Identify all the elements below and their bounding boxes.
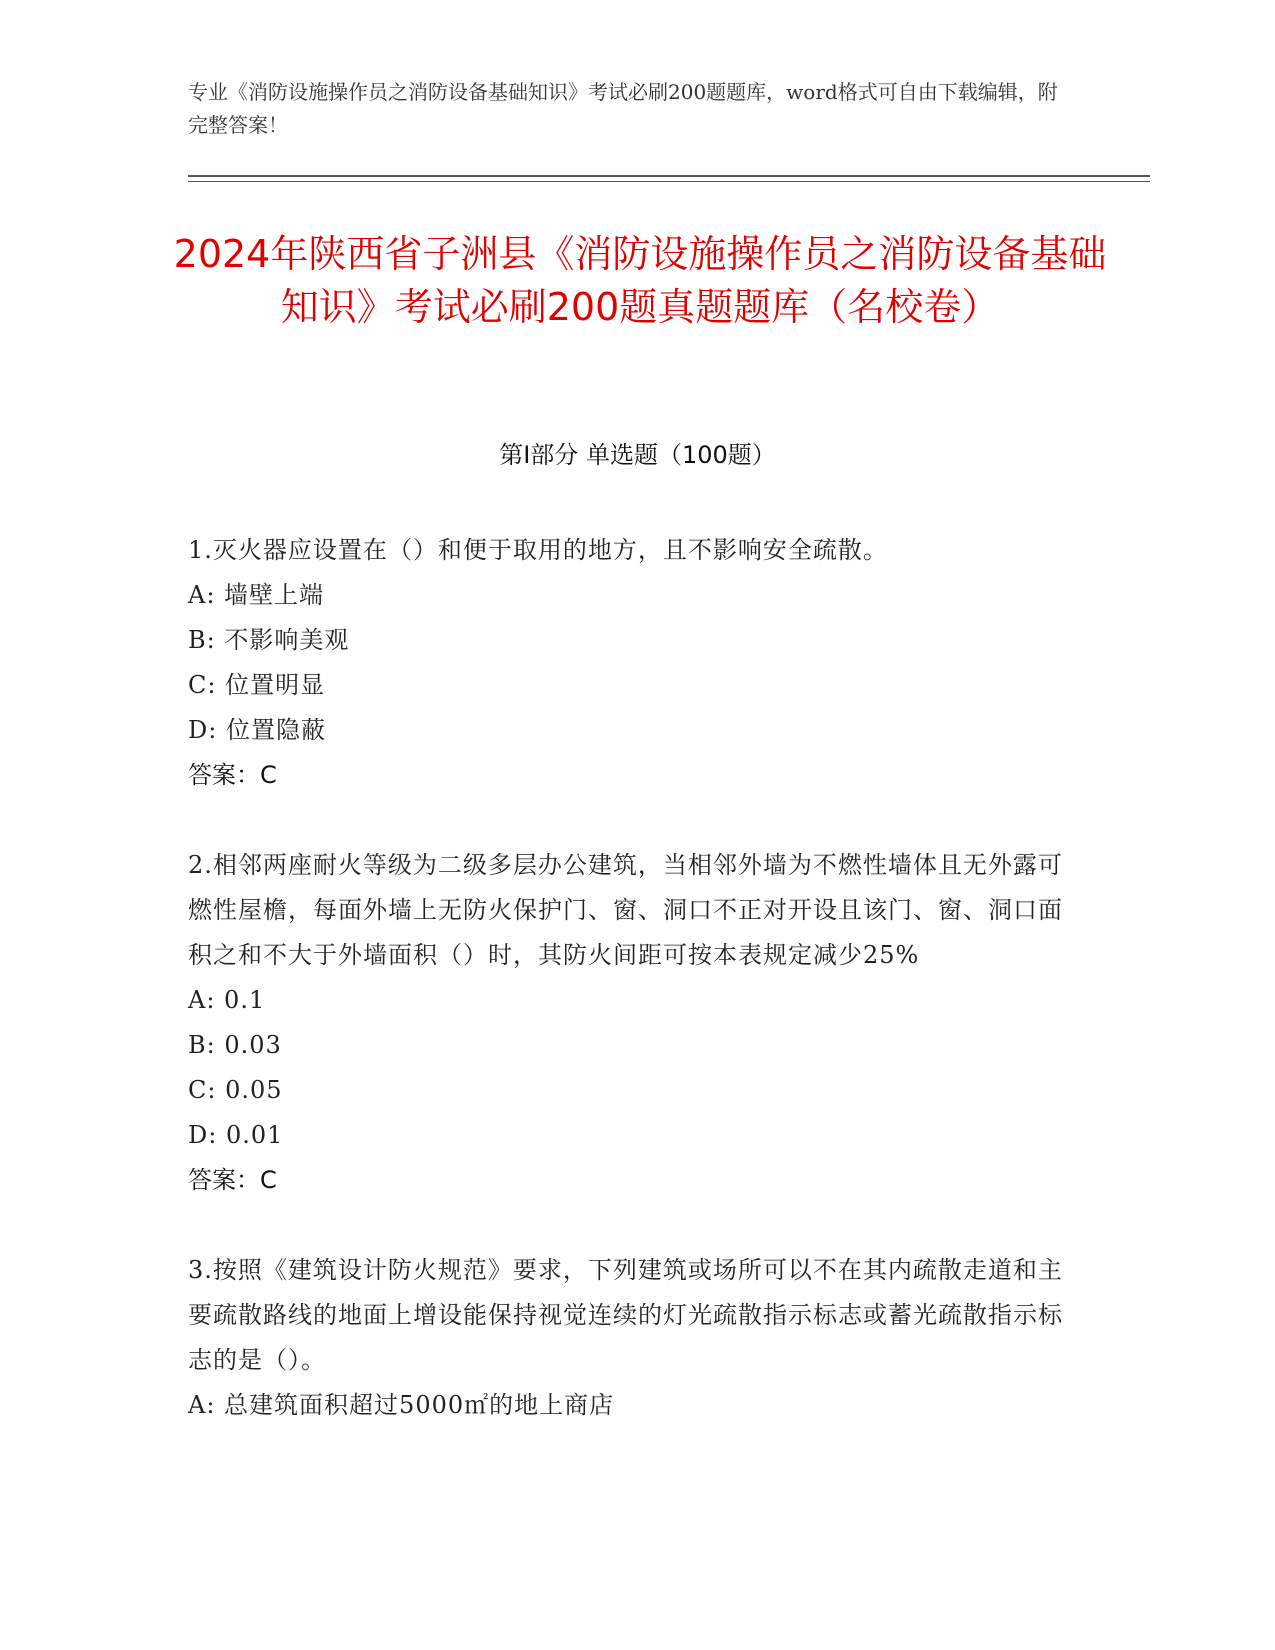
header-divider-thin (188, 181, 1150, 182)
question-answer: 答案：C (188, 1166, 277, 1194)
section-heading: 第I部分 单选题（100题） (499, 441, 776, 469)
question-spacer (188, 798, 1068, 843)
question-item (188, 843, 1068, 1203)
question-option: B: 0.03 (188, 1031, 282, 1059)
question-item (188, 528, 1068, 798)
question-option: A: 0.1 (188, 986, 266, 1014)
question-spacer (188, 1203, 1068, 1248)
question-option: C: 0.05 (188, 1076, 283, 1104)
question-stem: 1.灭火器应设置在（）和便于取用的地方，且不影响安全疏散。 (188, 536, 888, 564)
question-option: A: 墙壁上端 (188, 581, 325, 609)
question-answer: 答案：C (188, 761, 277, 789)
question-stem: 2.相邻两座耐火等级为二级多层办公建筑，当相邻外墙为不燃性墙体且无外露可燃性屋檐，每面外墙上无防火保护门、窗、洞口不正对开设且该门、窗、洞口面积之和不大于外墙面积（）时，其防火间距可按本表规定减少25% (188, 851, 1063, 969)
question-option: C: 位置明显 (188, 671, 326, 699)
header-divider-thick (188, 175, 1150, 177)
document-title: 2024年陕西省子洲县《消防设施操作员之消防设备基础知识》考试必刷200题真题题库（名校卷） (173, 232, 1107, 329)
question-stem: 3.按照《建筑设计防火规范》要求，下列建筑或场所可以不在其内疏散走道和主要疏散路线的地面上增设能保持视觉连续的灯光疏散指示标志或蓄光疏散指示标志的是（）。 (188, 1256, 1063, 1374)
header-note: 专业《消防设施操作员之消防设备基础知识》考试必刷200题题库，word格式可自由下载编辑，附完整答案！ (188, 80, 1058, 137)
question-option: B: 不影响美观 (188, 626, 350, 654)
question-option: D: 0.01 (188, 1121, 284, 1149)
question-item (188, 1248, 1068, 1428)
question-option: D: 位置隐蔽 (188, 716, 326, 744)
question-list (188, 528, 1068, 1428)
question-option: A: 总建筑面积超过5000㎡的地上商店 (188, 1391, 615, 1419)
